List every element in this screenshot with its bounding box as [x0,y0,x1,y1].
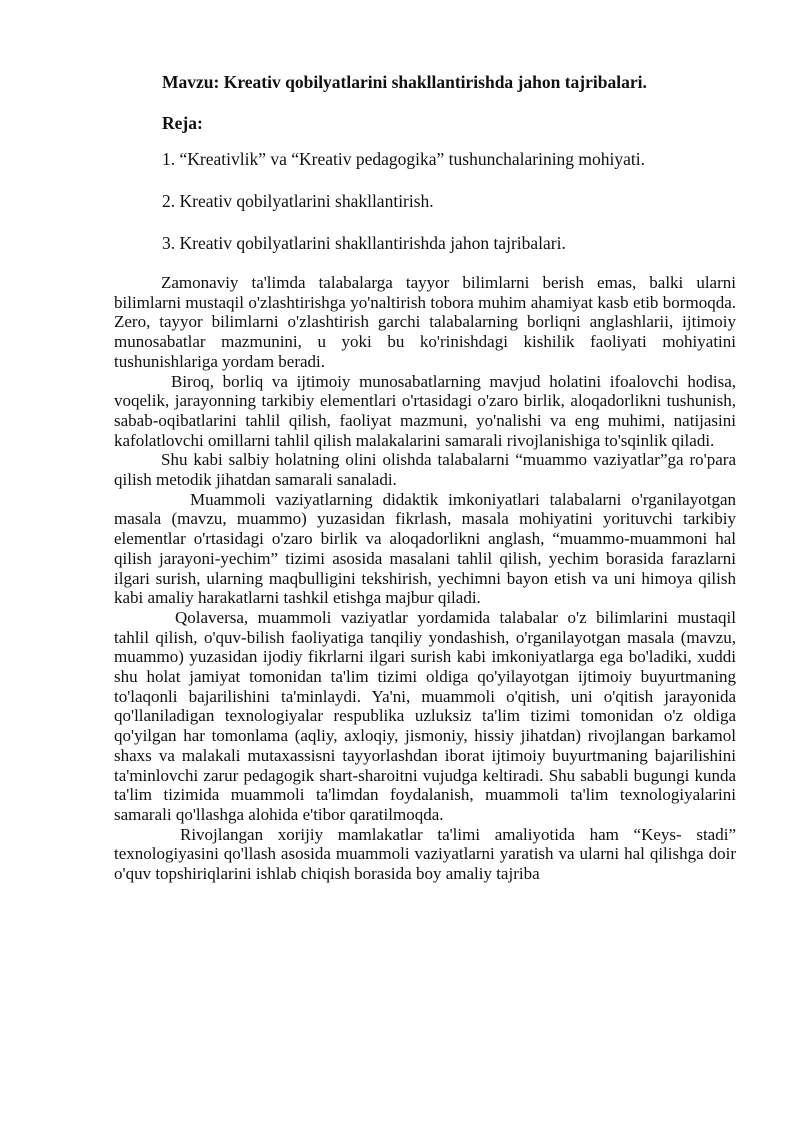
paragraph: Shu kabi salbiy holatning olini olishda talabalarni “muammo vaziyatlar”ga ro'para qilish metodik jihatdan samarali sanaladi. [114,450,736,490]
paragraph: Rivojlangan xorijiy mamlakatlar ta'limi amaliyotida ham “Keys- stadi” texnologiyasini qo'llash asosida muammoli vaziyatlarni yaratish va ularni hal qilishga doir o'quv topshiriqlarini ishlab chiqish borasida boy amaliy tajriba [114,824,736,884]
document-body [114,273,736,884]
plan-list [162,147,736,255]
paragraph: Zamonaviy ta'limda talabalarga tayyor bilimlarni berish emas, balki ularni bilimlarni mustaqil o'zlashtirishga yo'naltirish tobora muhim ahamiyat kasb etib bormoqda. Zero, tayyor bilimlarni o'zlashtirish garchi talabalarning borliqni anglashlarii, ijtimoiy munosabatlar mazmunini, u yoki bu ko'rinishdagi kishilik faoliyati mohiyatini tushunishlariga yordam beradi. [114,273,736,371]
paragraph: Biroq, borliq va ijtimoiy munosabatlarning mavjud holatini ifoalovchi hodisa, voqelik, jarayonning tarkibiy elementlari o'rtasidagi o'zaro birlik, aloqadorlikni tushunish, sabab-oqibatlarini tahlil qilish, faoliyat mazmuni, yo'nalishi va eng muhimi, natijasini kafolatlovchi omillarni tahlil qilish malakalarini samarali rivojlanishiga to'sqinlik qiladi. [114,371,736,450]
plan-item: 1. “Kreativlik” va “Kreativ pedagogika” tushunchalarining mohiyati. [162,149,646,169]
plan-item: 2. Kreativ qobilyatlarini shakllantirish. [162,191,434,211]
paragraph: Muammoli vaziyatlarning didaktik imkoniyatlari talabalarni o'rganilayotgan masala (mavzu, muammo) yuzasidan fikrlash, masala mohiyatini yorituvchi tarkibiy elementlar o'rtasidagi o'zaro birlik va aloqadorlikni anglash, “muammo-muammoni hal qilish jarayoni-yechim” tizimi asosida masalani tahlil qilish, yechim borasida farazlarni ilgari surish, ularning maqbulligini tekshirish, yechimni bayon etish va uni himoya qilish kabi amaliy harakatlarni tashkil etishga majbur qiladi. [114,489,736,608]
plan-heading: Reja: [162,113,203,133]
document-title: Mavzu: Kreativ qobilyatlarini shakllantirishda jahon tajribalari. [162,72,647,92]
paragraph: Qolaversa, muammoli vaziyatlar yordamida talabalar o'z bilimlarini mustaqil tahlil qilish, o'quv-bilish faoliyatiga tanqiliy yondashish, o'rganilayotgan masala (mavzu, muammo) yuzasidan ijodiy fikrlarni ilgari surish kabi imkoniyatlarga ega bo'ladiki, xuddi shu holat jamiyat tomonidan ta'lim tizimi oldiga qo'yilayotgan ijtimoiy buyurtmaning to'laqonli bajarilishini ta'minlaydi. Ya'ni, muammoli o'qitish, uni o'qitish jarayonida qo'llaniladigan texnologiyalar respublika uzluksiz ta'lim tizimi tomonidan o'z oldiga qo'yilgan har tomonlama (aqliy, axloqiy, jismoniy, hissiy jihatdan) rivojlangan barkamol shaxs va malakali mutaxassisni tayyorlashdan iborat ijtimoiy buyurtmaning bajarilishini ta'minlovchi zarur pedagogik shart-sharoitni vujudga keltiradi. Shu sababli bugungi kunda ta'lim tizimida muammoli ta'limdan foydalanish, muammoli ta'lim texnologiyalarini samarali qo'llashga alohida e'tibor qaratilmoqda. [114,607,736,824]
plan-item: 3. Kreativ qobilyatlarini shakllantirishda jahon tajribalari. [162,233,566,253]
